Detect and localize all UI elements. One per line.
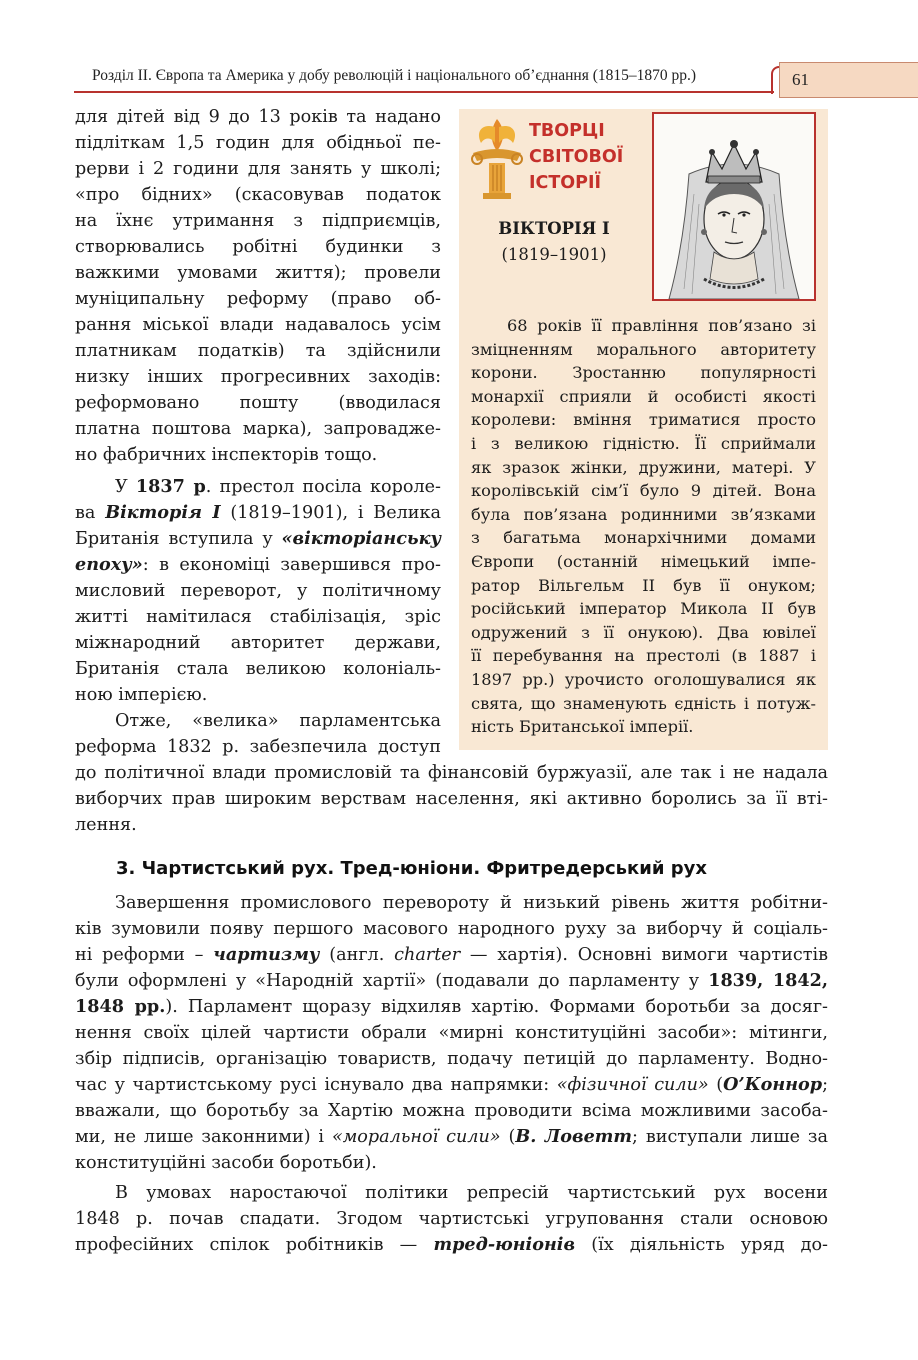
text-line: нення своїх цілей чартисти обрали «мирні конституційні засоби»: мітинги, — [75, 1023, 828, 1043]
text-line: Завершення промислового перевороту й низький рівень життя робітни- — [115, 893, 828, 913]
term-victorian-era: «вікторіанську — [281, 528, 441, 549]
text-line: важкими умовами життя); провели — [75, 263, 441, 283]
rubric-line: СВІТОВОЇ — [529, 147, 624, 167]
text-line: конституційні засоби боротьби). — [75, 1153, 377, 1173]
term-oconnor: О’Коннор — [723, 1074, 823, 1095]
chapter-title: Розділ ІІ. Європа та Америка у добу революцій і національного об’єднання (1815–1870 рр.) — [92, 67, 697, 84]
text-line: житті намітилася стабілізація, зріс — [75, 607, 441, 627]
text-line: вважали, що боротьбу за Хартію можна проводити всіма можливими засоба- — [75, 1101, 828, 1121]
paragraph-victoria — [75, 474, 441, 708]
text-line: Отже, «велика» парламентська — [115, 711, 441, 731]
rubric-title — [529, 118, 623, 196]
text-line: низку інших прогресивних заходів: — [75, 367, 441, 387]
term-lovett: В. Ловетт — [515, 1126, 633, 1147]
portrait-image — [652, 112, 816, 301]
text-line: 1848 рр.). Парламент щоразу відхиляв хартію. Формами боротьби за досяг- — [75, 996, 828, 1017]
header-rule — [74, 91, 774, 93]
text-line: «про бідних» (скасовував податок — [75, 185, 441, 205]
text-line: В умовах наростаючої політики репресій чартистський рух восени — [115, 1183, 828, 1203]
paragraph-trade-unions — [75, 1180, 828, 1258]
term-chartism: чартизму — [213, 944, 320, 965]
text-line: монархії сприяли й особисті якості — [471, 386, 816, 406]
queen-portrait-illustration — [654, 114, 814, 299]
text-line: 1848 р. почав спадати. Згодом чартистські угруповання стали основою — [75, 1209, 828, 1229]
text-line: її перебування на престолі (в 1887 і — [471, 646, 816, 666]
portrait-name: ВІКТОРІЯ І — [498, 219, 610, 238]
text-line: одружений з її онукою). Два ювілеї — [471, 622, 816, 642]
text-line: Британія вступила у «вікторіанську — [75, 528, 441, 549]
text-line: свята, що знаменують єдність і потуж- — [471, 693, 816, 713]
biography-text — [471, 314, 816, 739]
term-trade-unions: тред-юніонів — [433, 1234, 576, 1255]
text-line: 68 років її правління пов’язано зі — [507, 316, 816, 335]
page-number: 61 — [792, 70, 809, 89]
text-line: ратор Вільгельм ІІ був її онуком; — [471, 575, 816, 595]
text-line: збір підписів, організацію товариств, подачу петицій до парламенту. Водно- — [75, 1049, 828, 1069]
section-heading: 3. Чартистський рух. Тред-юніони. Фритредерський рух — [116, 858, 707, 879]
text-line: як зразок жінки, дружини, матері. У — [471, 457, 816, 477]
text-line: рерви і 2 години для занять у школі; — [75, 159, 441, 179]
text-line: корони. Зростанню популярності — [471, 363, 816, 383]
text-line: ні реформи – чартизму (англ. charter — хартія). Основні вимоги чартистів — [75, 944, 828, 965]
text-line: реформа 1832 р. забезпечила доступ — [75, 737, 441, 757]
text-line: ків зумовили появу першого масового народного руху за виборчу й соціаль- — [75, 919, 828, 939]
text-line: час у чартистському русі існувало два напрямки: «фізичної сили» (О’Коннор; — [75, 1074, 828, 1095]
paragraph-chartism — [75, 890, 828, 1176]
text-line: для дітей від 9 до 13 років та надано — [75, 107, 441, 127]
text-line: виборчих прав широким верствам населення, які активно боролись за її вті- — [75, 789, 828, 809]
text-line: ною імперією. — [75, 685, 208, 705]
text-line: лення. — [75, 815, 137, 835]
text-line: рання міської влади надавалось усім — [75, 315, 441, 335]
text-line: була пов’язана родинними зв’язками — [471, 504, 816, 524]
term-victoria: Вікторія І — [105, 502, 221, 523]
text-line: зміцненням морального авторитету — [471, 339, 816, 359]
text-line: епоху»: в економіці завершився про- — [75, 554, 441, 575]
text-line: Британія стала великою колоніаль- — [75, 659, 441, 679]
text-line: Європи (останній німецький імпе- — [471, 551, 816, 571]
text-line: реформовано пошту (вводилася — [75, 393, 441, 413]
text-line: створювались робітні будинки з — [75, 237, 441, 257]
text-line: ність Британської імперії. — [471, 717, 694, 737]
text-line: підліткам 1,5 годин для обідньої пе- — [75, 133, 441, 153]
text-line: 1897 рр.) урочисто оголошувалися як — [471, 669, 816, 689]
text-line: ва Вікторія І (1819–1901), і Велика — [75, 502, 441, 523]
text-line: ми, не лише законними) і «моральної сили» (В. Ловетт; виступали лише за — [75, 1126, 829, 1147]
text-line: до політичної влади промисловій та фінансовій буржуазії, але так і не надала — [75, 763, 828, 783]
text-line: но фабричних інспекторів тощо. — [75, 445, 378, 465]
text-line: і з великою гідністю. Її сприймали — [471, 433, 816, 453]
text-line: платна поштова марка), запроваджe- — [75, 419, 441, 439]
text-line: були оформлені у «Народній хартії» (подавали до парламенту у 1839, 1842, — [75, 970, 829, 991]
rubric-line: ТВОРЦІ — [529, 121, 605, 141]
text-line: мисловий переворот, у політичному — [75, 581, 441, 601]
text-line: з багатьма монархічними домами — [471, 528, 816, 548]
paragraph-reforms — [75, 104, 441, 468]
text-line: платникам податків) та здійснили — [75, 341, 441, 361]
year-1837: 1837 р — [135, 476, 206, 497]
text-line: на їхнє утримання з підприємців, — [75, 211, 441, 231]
sidebar-box — [459, 109, 828, 750]
torch-logo-icon — [467, 113, 527, 205]
text-line: королівській сім’ї було 9 дітей. Вона — [471, 481, 816, 501]
text-line: професійних спілок робітників — тред-юніонів (їх діяльність уряд до- — [75, 1234, 828, 1255]
paragraph-conclusion-wide — [75, 760, 828, 838]
rubric-line: ІСТОРІЇ — [529, 173, 602, 193]
text-line: У 1837 р. престол посіла короле- — [115, 476, 441, 497]
text-line: муніципальну реформу (право об- — [75, 289, 441, 309]
text-line: міжнародний авторитет держави, — [75, 633, 441, 653]
text-line: королеви: вміння триматися просто — [471, 410, 816, 430]
paragraph-conclusion-narrow — [75, 708, 441, 760]
portrait-years: (1819–1901) — [501, 245, 607, 264]
page-number-tab — [779, 62, 918, 98]
text-line: російський імператор Микола ІІ був — [471, 599, 816, 619]
